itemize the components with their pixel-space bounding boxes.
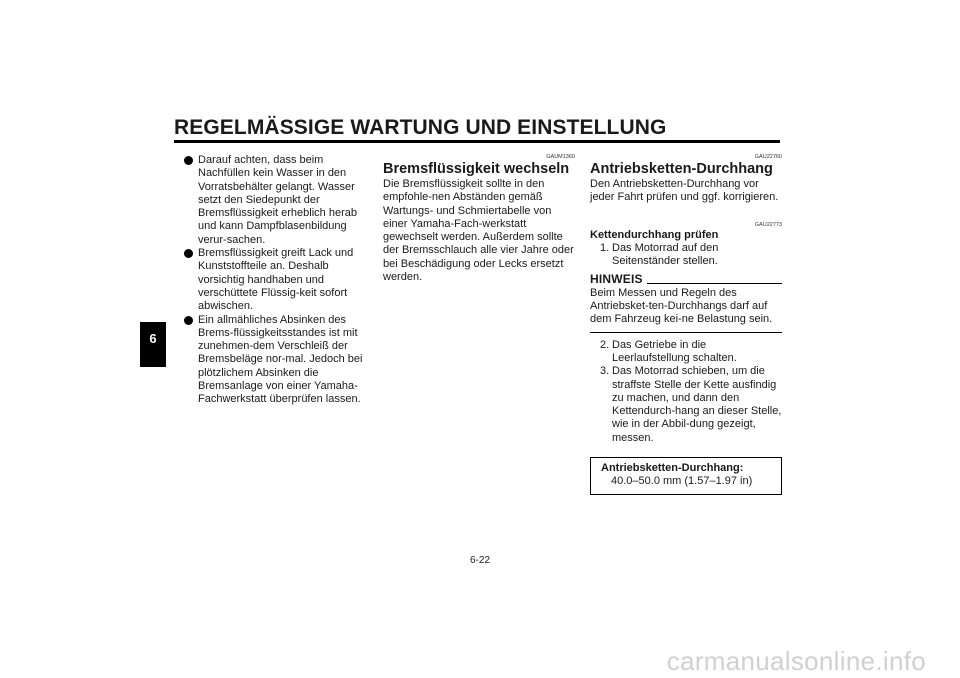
spec-label: Antriebsketten-Durchhang: [601, 462, 744, 475]
section-title-chain-slack: Antriebsketten-Durchhang [590, 161, 773, 177]
column-right [590, 154, 782, 495]
chain-slack-intro: Den Antriebsketten-Durchhang vor jeder Fahrt prüfen und ggf. korrigieren. [590, 178, 779, 204]
steps-list-2 [590, 339, 782, 445]
subsection-code: GAU22773 [754, 221, 782, 228]
column-middle [383, 154, 575, 284]
chapter-tab: 6 [140, 322, 166, 367]
bullet-item: Darauf achten, dass beim Nachfüllen kein Wasser in den Vorratsbehälter gelangt. Wasser setzt den Siedepunkt der Bremsflüssigkeit erheblich herab und kann Dampfblasenbildung verur-sachen. [184, 154, 370, 247]
bullet-item: Bremsflüssigkeit greift Lack und Kunststoffteile an. Deshalb vorsichtig handhaben und verschüttete Flüssig-keit sofort abwischen. [184, 247, 370, 313]
note-label: HINWEIS [590, 272, 643, 287]
warning-bullet-list [184, 154, 370, 407]
note-text: Beim Messen und Regeln des Antriebsket-ten-Durchhangs darf auf dem Fahrzeug kei-ne Belastung sein. [590, 286, 773, 326]
step-item: 2. Das Getriebe in die Leerlaufstellung schalten. [600, 338, 737, 364]
subsection-title: Kettendurchhang prüfen [590, 228, 719, 241]
spec-value: 40.0–50.0 mm (1.57–1.97 in) [611, 475, 753, 488]
step-item: 3. Das Motorrad schieben, um die straffste Stelle der Kette ausfindig zu machen, und dann den Kettendurch-hang an dieser Stelle, wie in der Abbil-dung gezeigt, messen. [600, 365, 782, 444]
section-code: GAUM1360 [546, 154, 575, 160]
note-rule [647, 283, 782, 284]
header-rule [174, 140, 780, 143]
page-number: 6-22 [469, 555, 490, 566]
note-heading [590, 273, 782, 286]
steps-list-1 [590, 242, 782, 269]
step-item: 1. Das Motorrad auf den Seitenständer stellen. [600, 241, 719, 268]
page-header-title: REGELMÄSSIGE WARTUNG UND EINSTELLUNG [174, 116, 667, 139]
watermark: carmanualsonline.info [666, 646, 926, 676]
bullet-icon [184, 249, 193, 258]
bullet-icon [184, 156, 193, 165]
note-end-rule [590, 332, 782, 333]
column-left [184, 154, 370, 407]
section-title-brake-fluid: Bremsflüssigkeit wechseln [383, 161, 570, 177]
brake-fluid-body: Die Bremsflüssigkeit sollte in den empfohle-nen Abständen gemäß Wartungs- und Schmiertabelle von einer Yamaha-Fach-werkstatt gewechselt werden. Außerdem sollte der Bremsschlauch alle vier Jahre oder bei Beschädigung oder Lecks ersetzt werden. [383, 178, 574, 284]
spec-box [590, 457, 782, 495]
section-code: GAU22760 [754, 154, 782, 160]
bullet-item: Ein allmähliches Absinken des Brems-flüssigkeitsstandes ist mit zunehmen-dem Verschleiß der Bremsbeläge nor-mal. Jedoch bei plötzlichem Absinken die Bremsanlage von einer Yamaha-Fachwerkstatt überprüfen lassen. [184, 314, 370, 407]
bullet-icon [184, 316, 193, 325]
